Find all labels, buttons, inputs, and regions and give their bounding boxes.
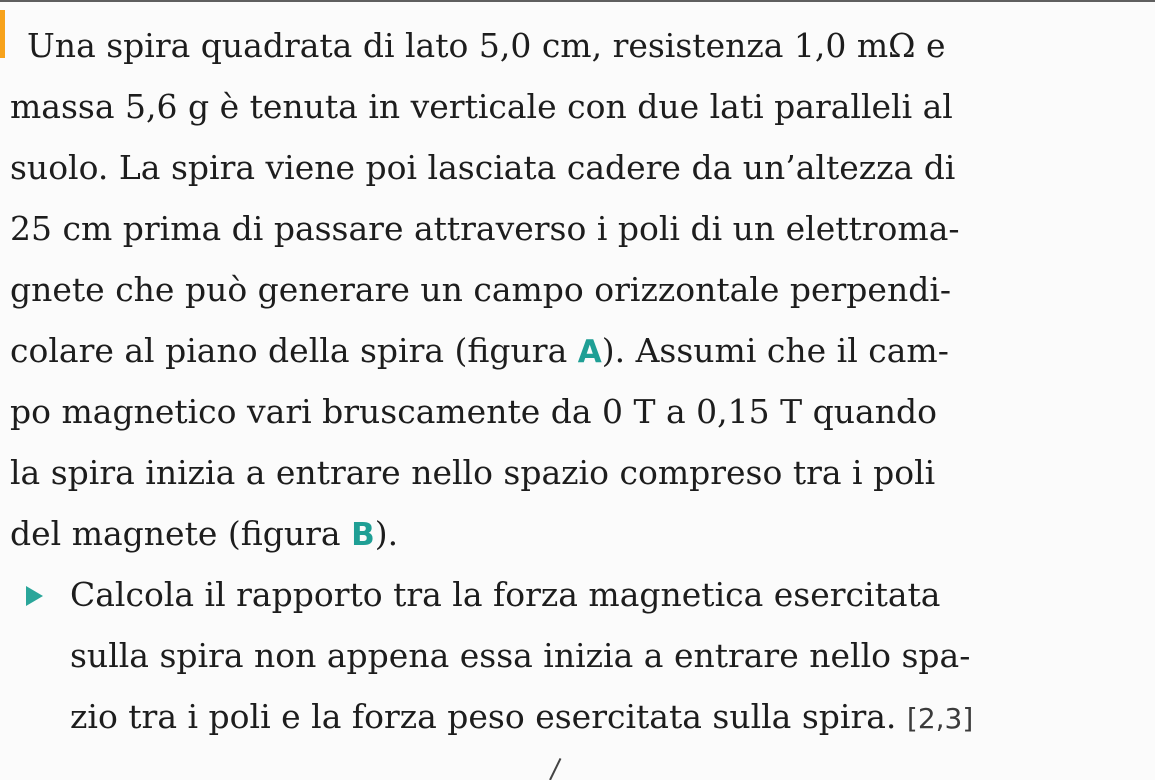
problem-line: suolo. La spira viene poi lasciata cadere da un’altezza di [10,148,956,187]
problem-line [10,320,1142,381]
question-line: sulla spira non appena essa inizia a entrare nello spa- [70,636,971,675]
top-divider [0,0,1155,2]
question-text: Calcola il rapporto tra la forza magnetica esercitata [70,575,941,614]
question-text: zio tra i poli e la forza peso esercitata sulla spira. [70,697,897,736]
problem-line: 25 cm prima di passare attraverso i poli di un elettroma- [10,209,960,248]
problem-marker [0,10,5,58]
question-line [70,686,1142,747]
triangle-bullet-icon [26,586,43,606]
line-text: ). [374,514,399,553]
question-line [70,564,1142,625]
partial-line-icon [549,758,561,780]
line-text: ). Assumi che il cam- [601,331,949,370]
problem-line: po magnetico vari bruscamente da 0 T a 0,15 T quando [10,392,937,431]
answer-value: [2,3] [906,702,974,735]
problem-line: massa 5,6 g è tenuta in verticale con due lati paralleli al [10,87,953,126]
problem-text [10,15,1142,747]
line-text: del magnete (figura [10,514,352,553]
problem-line: gnete che può generare un campo orizzontale perpendi- [10,270,952,309]
problem-line: Una spira quadrata di lato 5,0 cm, resistenza 1,0 mΩ e [27,26,946,65]
problem-line [10,503,1142,564]
figure-a-reference: A [577,334,602,370]
line-text: colare al piano della spira (figura [10,331,578,370]
problem-line: la spira inizia a entrare nello spazio compreso tra i poli [10,453,936,492]
figure-b-reference: B [351,517,375,553]
